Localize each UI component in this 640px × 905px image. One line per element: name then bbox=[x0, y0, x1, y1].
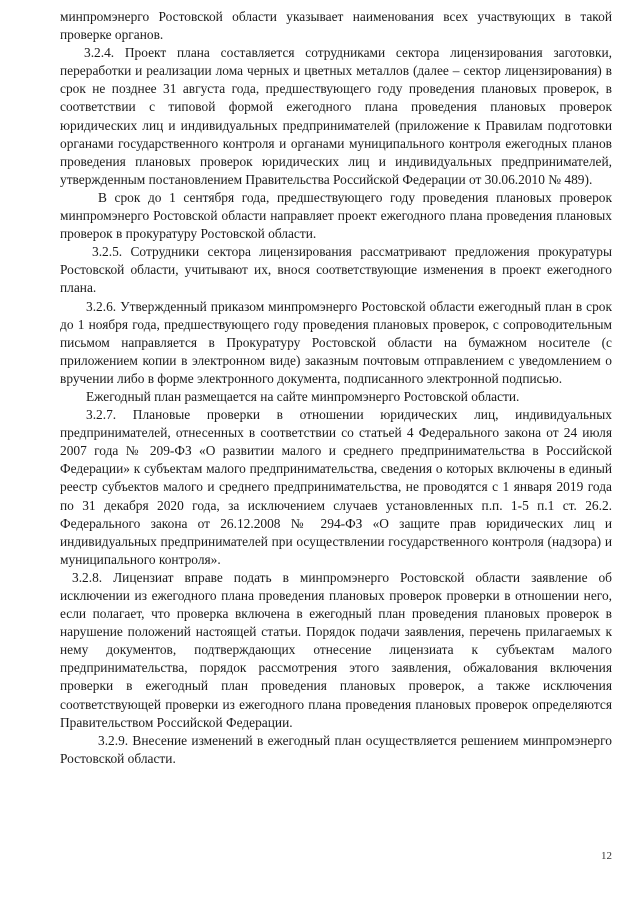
page-number: 12 bbox=[601, 850, 612, 862]
paragraph-3-2-7: 3.2.7. Плановые проверки в отношении юридических лиц, индивидуальных предпринимателей, отнесенных в соответствии со статьей 4 Федерального закона от 24 июля 2007 года № 209-ФЗ «О развитии малого и среднего предпринимательства в Российской Федерации» к субъектам малого предпринимательства, сведения о которых включены в единый реестр субъектов малого и среднего предпринимательства, не проводятся с 1 января 2019 года по 31 декабря 2020 года, за исключением случаев установленных п.п. 1-5 п.1 ст. 26.2. Федерального закона от 26.12.2008 № 294-ФЗ «О защите прав юридических лиц и индивидуальных предпринимателей при осуществлении государственного контроля (надзора) и муниципального контроля». bbox=[60, 407, 612, 567]
paragraph-continuation: минпромэнерго Ростовской области указывает наименования всех участвующих в такой проверке органов. bbox=[60, 9, 612, 43]
paragraph-plan-published: Ежегодный план размещается на сайте минпромэнерго Ростовской области. bbox=[86, 388, 520, 404]
paragraph-3-2-6: 3.2.6. Утвержденный приказом минпромэнерго Ростовской области ежегодный план в срок до 1 ноября года, предшествующего году проведения плановых проверок, с сопроводительным письмом направляется в Прокуратуру Ростовской области на бумажном носителе (с приложением копии в электронном виде) заказным почтовым отправлением с уведомлением о вручении либо в форме электронного документа, подписанного электронной подписью. bbox=[60, 298, 612, 386]
paragraph-3-2-8: 3.2.8. Лицензиат вправе подать в минпромэнерго Ростовской области заявление об исключении из ежегодного плана проведения плановых проверок проверки в отношении него, если полагает, что проверка включена в ежегодный план проведения плановых проверок в нарушение положений настоящей статьи. Порядок подачи заявления, перечень прилагаемых к нему документов, подтверждающих отнесение лицензиата к субъектам малого предпринимательства, порядок рассмотрения этого заявления, обжалования включения проверки в ежегодный план проведения плановых проверок, а также исключения соответствующей проверки из ежегодного плана проведения плановых проверок определяются Правительством Российской Федерации. bbox=[60, 569, 612, 730]
document-page bbox=[60, 8, 612, 768]
paragraph-3-2-4: 3.2.4. Проект плана составляется сотрудниками сектора лицензирования заготовки, переработки и реализации лома черных и цветных металлов (далее – сектор лицензирования) в срок не позднее 31 августа года, предшествующего году проведения плановых проверок, в соответствии с типовой формой ежегодного плана проведения плановых проверок юридических лиц и индивидуальных предпринимателей (приложение к Правилам подготовки органами государственного контроля и органами муниципального контроля ежегодных планов проведения плановых проверок юридических лиц и индивидуальных предпринимателей, утвержденным постановлением Правительства Российской Федерации от 30.06.2010 № 489). bbox=[60, 45, 612, 187]
paragraph-deadline-sept: В срок до 1 сентября года, предшествующего году проведения плановых проверок минпромэнерго Ростовской области направляет проект ежегодного плана проведения плановых проверок в прокуратуру Ростовской области. bbox=[60, 189, 612, 242]
paragraph-3-2-9: 3.2.9. Внесение изменений в ежегодный план осуществляется решением минпромэнерго Ростовской области. bbox=[60, 732, 612, 766]
paragraph-3-2-5: 3.2.5. Сотрудники сектора лицензирования рассматривают предложения прокуратуры Ростовской области, учитывают их, внося соответствующие изменения в проект ежегодного плана. bbox=[60, 244, 612, 296]
